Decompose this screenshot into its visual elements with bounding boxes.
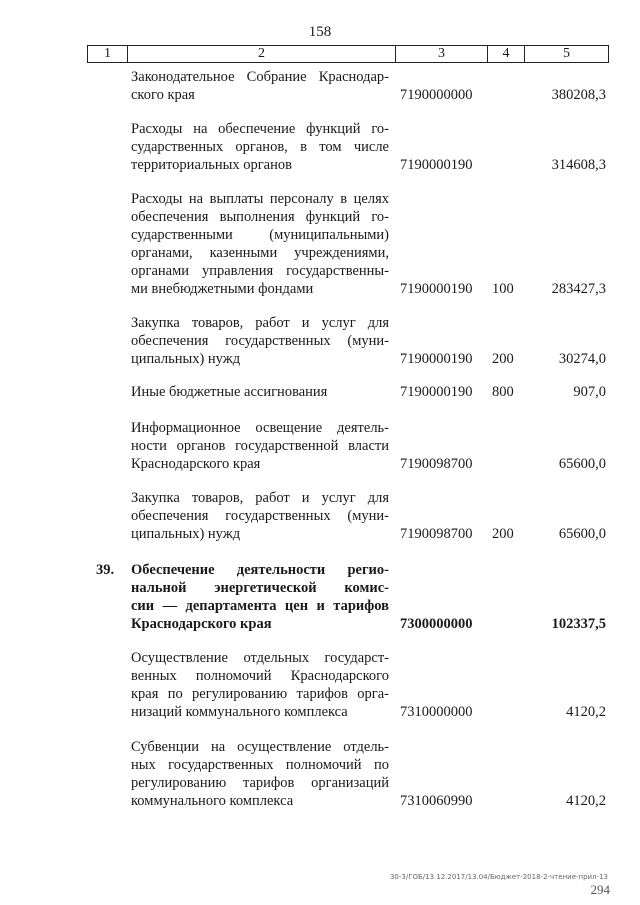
row-name-line: обеспечения государственных (муни- — [131, 508, 389, 524]
row-number: 39. — [96, 562, 115, 578]
row-amount: 65600,0 — [558, 456, 606, 472]
header-col-2: 2 — [128, 46, 396, 62]
row-code: 7190000190 — [400, 157, 473, 173]
row-amount: 30274,0 — [558, 351, 606, 367]
row-amount: 65600,0 — [558, 526, 606, 542]
page-number: 158 — [308, 24, 332, 40]
row-amount: 283427,3 — [551, 281, 606, 297]
footer-page-number: 294 — [590, 882, 610, 897]
row-name — [131, 68, 389, 104]
row-code: 7310000000 — [400, 704, 473, 720]
header-col-4: 4 — [488, 46, 525, 62]
row-name-line: сии — департамента цен и тарифов — [131, 598, 389, 614]
row-name-line: Расходы на выплаты персоналу в целях — [131, 191, 389, 207]
row-code: 7190000190 — [400, 281, 473, 297]
row-expense-type: 200 — [492, 351, 514, 367]
row-name-line: территориальных органов — [131, 157, 292, 173]
row-amount: 380208,3 — [551, 87, 606, 103]
row-name-line: Краснодарского края — [131, 456, 261, 472]
row-name — [131, 649, 389, 721]
row-name-line: ского края — [131, 87, 195, 103]
row-name — [131, 738, 389, 810]
row-name-line: ми внебюджетными фондами — [131, 281, 314, 297]
row-name-line: Расходы на обеспечение функций го- — [131, 121, 389, 137]
row-code: 7190000000 — [400, 87, 473, 103]
row-expense-type: 100 — [492, 281, 514, 297]
row-name — [131, 561, 389, 633]
row-name-line: сударственными (муниципальными) — [131, 227, 389, 243]
row-name-line: края по регулированию тарифов орга- — [131, 686, 389, 702]
row-name — [131, 190, 389, 298]
row-name — [131, 419, 389, 473]
row-code: 7190000190 — [400, 384, 473, 400]
row-code: 7310060990 — [400, 793, 473, 809]
header-col-5: 5 — [563, 46, 570, 61]
row-name-line: низаций коммунального комплекса — [131, 704, 348, 720]
row-amount: 907,0 — [573, 384, 606, 400]
row-code: 7190098700 — [400, 456, 473, 472]
row-name-line: коммунального комплекса — [131, 793, 294, 809]
row-name-line: Обеспечение деятельности регио- — [131, 562, 389, 578]
row-code: 7190098700 — [400, 526, 473, 542]
footer-file-code: 30-3/ГОБ/13 12.2017/13.04/Бюджет-2018-2-чтение-прил-13 — [389, 873, 608, 881]
row-name — [131, 314, 389, 368]
row-name-line: венных полномочий Краснодарского — [131, 668, 389, 684]
row-name-line: Законодательное Собрание Краснодар- — [131, 69, 389, 85]
row-name-line: ных государственных полномочий по — [131, 757, 389, 773]
header-col-3: 3 — [396, 46, 488, 62]
row-name-line: Закупка товаров, работ и услуг для — [131, 490, 389, 506]
row-code: 7300000000 — [400, 616, 473, 632]
row-name — [131, 120, 389, 174]
row-name-line: Субвенции на осуществление отдель- — [131, 739, 389, 755]
row-name-line: ципальных) нужд — [131, 526, 241, 542]
row-name-line: Краснодарского края — [131, 616, 272, 632]
row-name — [131, 489, 389, 543]
row-amount: 4120,2 — [566, 793, 606, 809]
row-name-line: органами управления государственны- — [131, 263, 389, 279]
row-expense-type: 200 — [492, 526, 514, 542]
row-code: 7190000190 — [400, 351, 473, 367]
row-name-line: органами, казенными учреждениями, — [131, 245, 389, 261]
row-name-line: Закупка товаров, работ и услуг для — [131, 315, 389, 331]
row-name-line: ципальных) нужд — [131, 351, 241, 367]
row-name-line: обеспечения государственных (муни- — [131, 333, 389, 349]
row-amount: 4120,2 — [566, 704, 606, 720]
row-name-line: Информационное освещение деятель- — [131, 420, 389, 436]
row-name — [131, 383, 389, 401]
row-name-line: регулированию тарифов организаций — [131, 775, 389, 791]
table-header — [87, 45, 609, 63]
row-name-line: сударственных органов, в том числе — [131, 139, 389, 155]
row-name-line: Осуществление отдельных государст- — [131, 650, 389, 666]
row-name-line: обеспечения выполнения функций го- — [131, 209, 389, 225]
row-amount: 314608,3 — [551, 157, 606, 173]
header-col-1: 1 — [88, 46, 128, 62]
row-amount: 102337,5 — [551, 616, 606, 632]
row-name-line: нальной энергетической комис- — [131, 580, 389, 596]
row-name-line: Иные бюджетные ассигнования — [131, 384, 328, 400]
row-name-line: ности органов государственной власти — [131, 438, 389, 454]
row-expense-type: 800 — [492, 384, 514, 400]
